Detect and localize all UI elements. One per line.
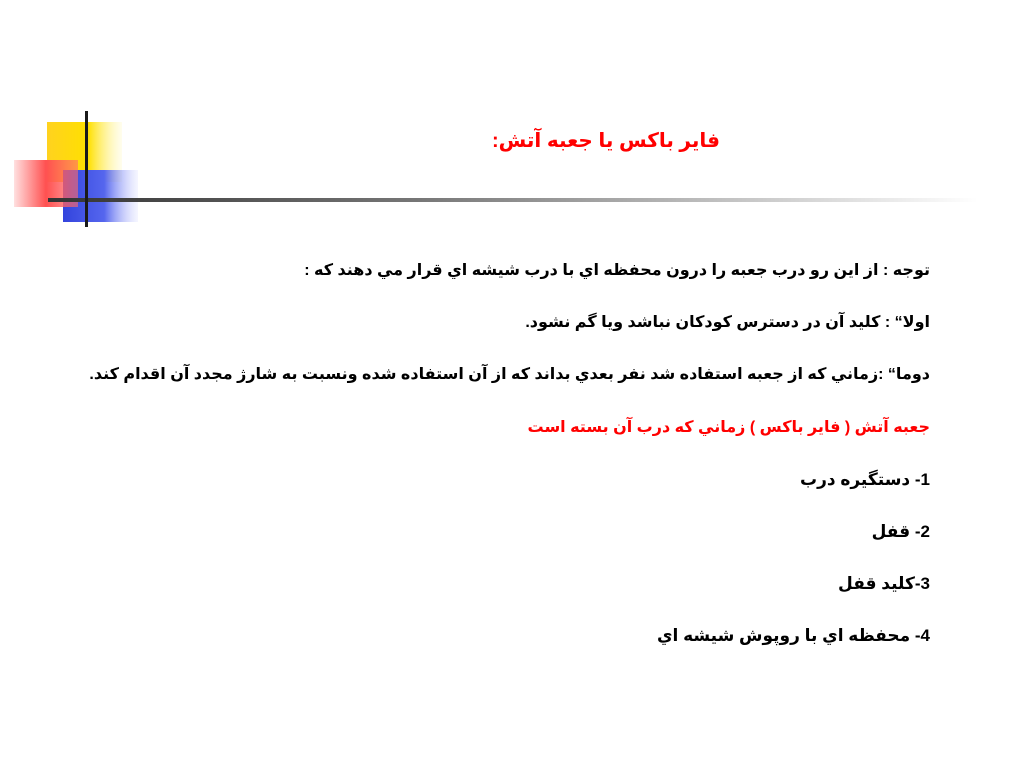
- slide-body: [70, 258, 930, 675]
- first-reason-line: اولا“ : كليد آن در دسترس كودكان نباشد ويا گم نشود.: [525, 314, 930, 331]
- list-item-4: 4- محفظه اي با روپوش شيشه اي: [656, 626, 930, 645]
- slide-decoration: [0, 0, 1024, 240]
- horizontal-rule: [48, 198, 978, 202]
- list-item-3: 3-كليد قفل: [838, 574, 930, 593]
- list-item-1: 1- دستگيره درب: [800, 470, 930, 489]
- closed-box-heading: جعبه آتش ( فاير باكس ) زماني كه درب آن بسته است: [527, 419, 930, 436]
- list-item-2: 2- قفل: [871, 522, 930, 541]
- vertical-rule: [85, 111, 88, 227]
- slide-title: فاير باكس يا جعبه آتش:: [491, 130, 720, 152]
- second-reason-line: دوما“ :زماني كه از جعبه استفاده شد نفر بعدي بداند كه از آن استفاده شده ونسبت به شارژ مجدد آن اقدام كند.: [89, 366, 930, 383]
- note-line: توجه : از اين رو درب جعبه را درون محفظه اي با درب شيشه اي قرار مي دهند كه :: [304, 262, 930, 279]
